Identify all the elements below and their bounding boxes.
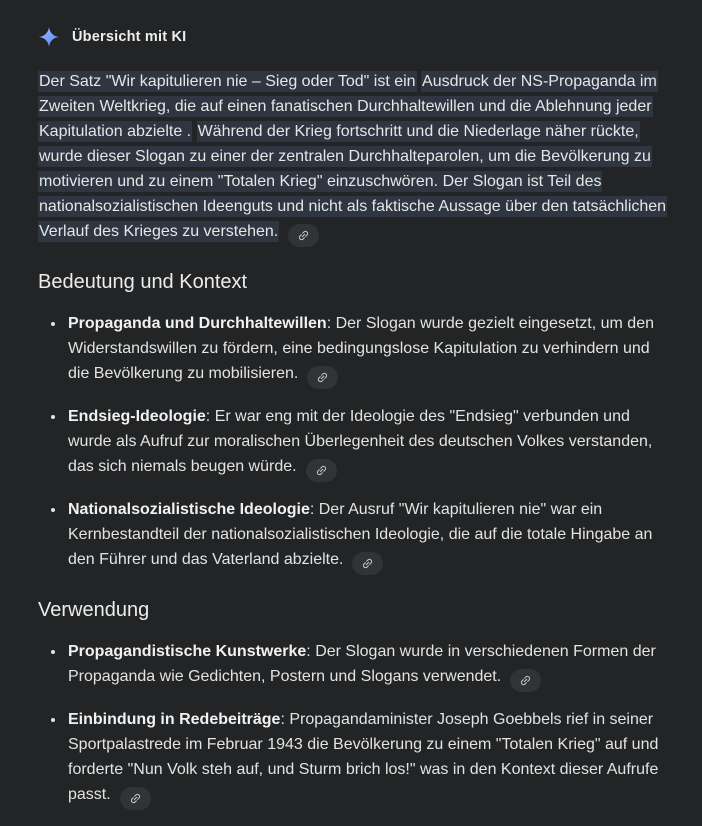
bullet-lead: Endsieg-Ideologie bbox=[68, 408, 206, 425]
overview-text-segment: Der Satz "Wir kapitulieren nie – Sieg oder Tod" ist ein bbox=[39, 73, 416, 90]
bullet-dot bbox=[51, 650, 55, 654]
list-item bbox=[38, 311, 670, 389]
bullet-rest: : Er war eng mit der Ideologie des "Endsieg" verbunden und wurde als Aufruf zur moralischen Überlegenheit des deutschen Volkes verstanden, das sich niemals beugen würde. bbox=[68, 408, 653, 475]
bullet-dot bbox=[51, 508, 55, 512]
bullet-text bbox=[68, 311, 668, 389]
link-icon bbox=[295, 226, 313, 244]
ai-sparkle-icon bbox=[38, 26, 60, 48]
bullet-text bbox=[68, 639, 668, 692]
citation-button[interactable] bbox=[120, 787, 151, 810]
sections-container bbox=[38, 268, 670, 810]
bullet-list bbox=[38, 639, 670, 810]
link-icon bbox=[312, 461, 330, 479]
citation-button[interactable] bbox=[306, 459, 337, 482]
bullet-lead: Nationalsozialistische Ideologie bbox=[68, 501, 310, 518]
bullet-text bbox=[68, 707, 668, 810]
bullet-rest: : Der Slogan wurde gezielt eingesetzt, um den Widerstandswillen zu fördern, eine bedingungslose Kapitulation zu verhindern und die Bevölkerung zu mobilisieren. bbox=[68, 315, 654, 382]
link-icon bbox=[126, 789, 144, 807]
bullet-rest: : Der Ausruf "Wir kapitulieren nie" war ein Kernbestandteil der nationalsozialistischen Ideologie, die auf die totale Hingabe an den Führer und das Vaterland abzielte. bbox=[68, 501, 653, 568]
link-icon bbox=[359, 554, 377, 572]
overview-paragraph bbox=[38, 69, 672, 247]
overview-text-segment: Ausdruck der NS-Propaganda im Zweiten Weltkrieg, die auf einen fanatischen Durchhaltewillen und die Ablehnung jeder Kapitulation abzielte . bbox=[39, 73, 657, 140]
citation-button[interactable] bbox=[510, 669, 541, 692]
citation-button[interactable] bbox=[307, 366, 338, 389]
bullet-lead: Propagandistische Kunstwerke bbox=[68, 643, 307, 660]
bullet-dot bbox=[51, 415, 55, 419]
bullet-list bbox=[38, 311, 670, 575]
overview-text-segment: Während der Krieg fortschritt und die Niederlage näher rückte, wurde dieser Slogan zu einer der zentralen Durchhalteparolen, um die Bevölkerung zu motivieren und zu einem "Totalen Krieg" einzuschwören. Der Slogan ist Teil des nationalsozialistischen Ideenguts und nicht als faktische Aussage über den tatsächlichen Verlauf des Krieges zu verstehen. bbox=[39, 123, 667, 240]
section-heading: Verwendung bbox=[38, 599, 150, 621]
bullet-text bbox=[68, 404, 668, 482]
citation-button[interactable] bbox=[352, 552, 383, 575]
bullet-lead: Einbindung in Redebeiträge bbox=[68, 711, 281, 728]
link-icon bbox=[314, 368, 332, 386]
bullet-dot bbox=[51, 718, 55, 722]
ai-overview-title: Übersicht mit KI bbox=[72, 29, 187, 45]
bullet-text bbox=[68, 497, 668, 575]
list-item bbox=[38, 707, 670, 810]
ai-overview-header bbox=[38, 26, 670, 48]
list-item bbox=[38, 404, 670, 482]
bullet-dot bbox=[51, 322, 55, 326]
link-icon bbox=[516, 671, 534, 689]
bullet-lead: Propaganda und Durchhaltewillen bbox=[68, 315, 327, 332]
list-item bbox=[38, 497, 670, 575]
list-item bbox=[38, 639, 670, 692]
citation-button[interactable] bbox=[288, 224, 319, 247]
bullet-rest: : Propagandaminister Joseph Goebbels rief in seiner Sportpalastrede im Februar 1943 die Bevölkerung zu einem "Totalen Krieg" auf und forderte "Nun Volk steh auf, und Sturm brich los!" was in den Kontext dieser Aufrufe passt. bbox=[68, 711, 659, 803]
bullet-rest: : Der Slogan wurde in verschiedenen Formen der Propaganda wie Gedichten, Postern und Slogans verwendet. bbox=[68, 643, 656, 685]
section-heading: Bedeutung und Kontext bbox=[38, 271, 248, 293]
